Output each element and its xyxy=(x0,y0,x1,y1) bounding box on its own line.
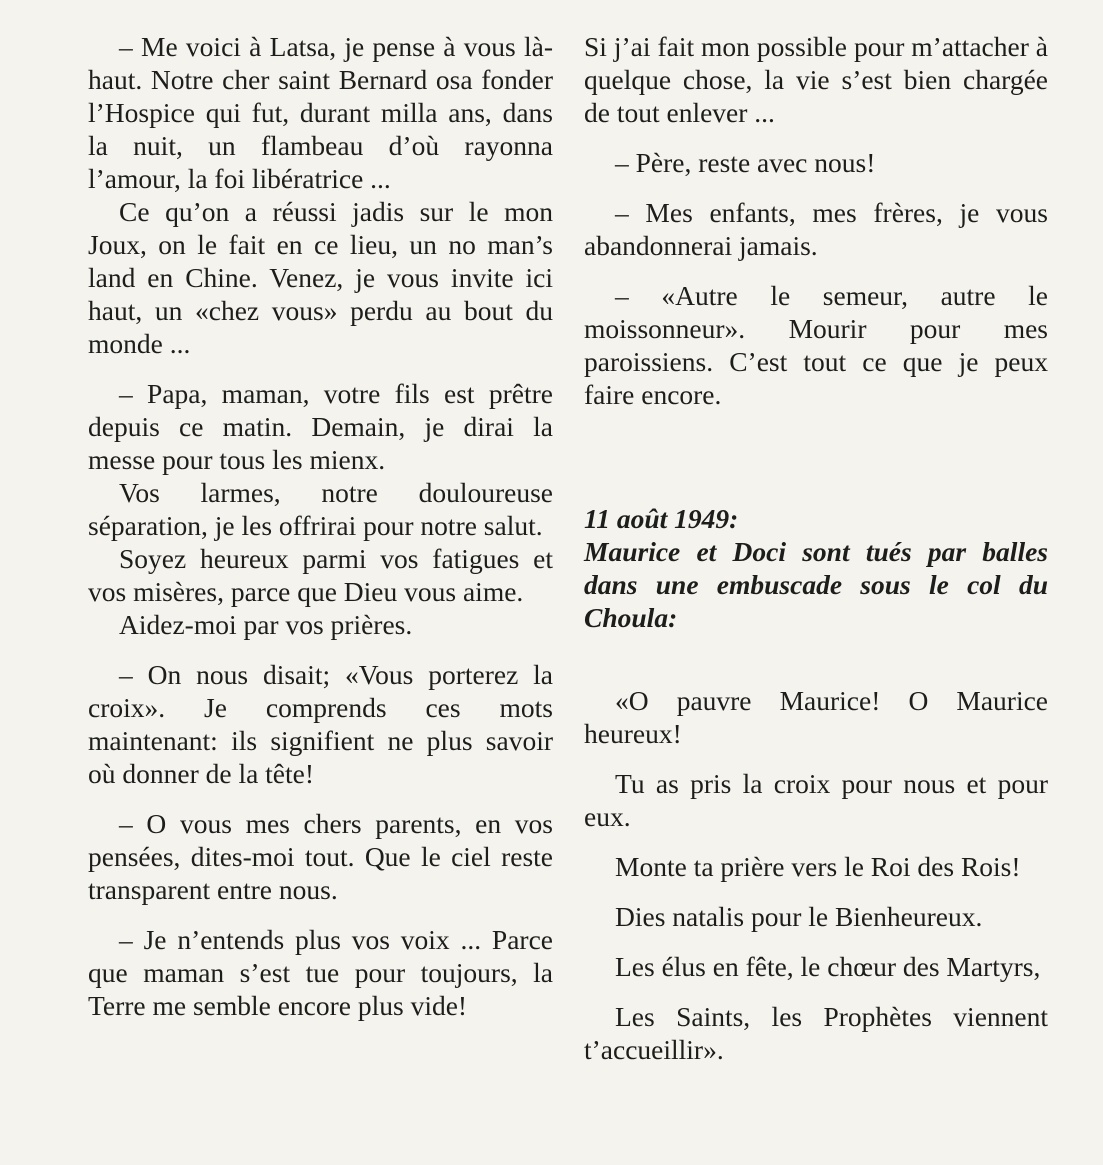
paragraph-soyez-heureux: Soyez heureux parmi vos fatigues et vos misères, parce que Dieu vous aime. xyxy=(88,543,553,607)
paragraph-chers-parents: – O vous mes chers parents, en vos pensées, dites-moi tout. Que le ciel reste transparent entre nous. xyxy=(88,808,553,905)
heading-date: 11 août 1949: xyxy=(584,503,739,534)
paragraph-papa-maman: – Papa, maman, votre fils est prêtre depuis ce matin. Demain, je dirai la messe pour tous les mienx. xyxy=(88,378,553,475)
paragraph-mon-joux: Ce qu’on a réussi jadis sur le mon Joux, on le fait en ce lieu, un no man’s land en Chine. Venez, je vous invite ici haut, un «chez vous» perdu au bout du monde ... xyxy=(88,196,553,359)
paragraph-vos-larmes: Vos larmes, notre douloureuse séparation, je les offrirai pour notre salut. xyxy=(88,477,553,541)
paragraph-pere-reste: – Père, reste avec nous! xyxy=(615,147,876,178)
paragraph-mes-enfants: – Mes enfants, mes frères, je vous abandonnerai jamais. xyxy=(584,197,1048,261)
heading-event: Maurice et Doci sont tués par balles dans une embuscade sous le col du Choula: xyxy=(584,536,1048,633)
paragraph-semeur: – «Autre le semeur, autre le moissonneur». Mourir pour mes paroissiens. C’est tout ce que je peux faire encore. xyxy=(584,280,1048,410)
right-column xyxy=(584,30,1048,1066)
left-column xyxy=(88,30,553,1022)
poem-line-1: «O pauvre Maurice! O Maurice heureux! xyxy=(584,685,1048,749)
paragraph-porterez-la-croix: – On nous disait; «Vous porterez la croix». Je comprends ces mots maintenant: ils signifient ne plus savoir où donner de la tête! xyxy=(88,659,553,789)
poem-line-6: Les Saints, les Prophètes viennent t’accueillir». xyxy=(584,1001,1048,1065)
poem-line-3: Monte ta prière vers le Roi des Rois! xyxy=(615,851,1021,882)
paragraph-vos-voix: – Je n’entends plus vos voix ... Parce que maman s’est tue pour toujours, la Terre me semble encore plus vide! xyxy=(88,924,553,1021)
paragraph-aidez-moi: Aidez-moi par vos prières. xyxy=(119,609,413,640)
poem-line-2: Tu as pris la croix pour nous et pour eux. xyxy=(584,768,1048,832)
paragraph-latsa: – Me voici à Latsa, je pense à vous là-haut. Notre cher saint Bernard osa fonder l’Hospice qui fut, durant milla ans, dans la nuit, un flambeau d’où rayonna l’amour, la foi libératrice ... xyxy=(88,31,553,194)
paragraph-possible: Si j’ai fait mon possible pour m’attacher à quelque chose, la vie s’est bien chargée de tout enlever ... xyxy=(584,31,1048,128)
poem-line-5: Les élus en fête, le chœur des Martyrs, xyxy=(615,951,1041,982)
poem-line-4: Dies natalis pour le Bienheureux. xyxy=(615,901,983,932)
